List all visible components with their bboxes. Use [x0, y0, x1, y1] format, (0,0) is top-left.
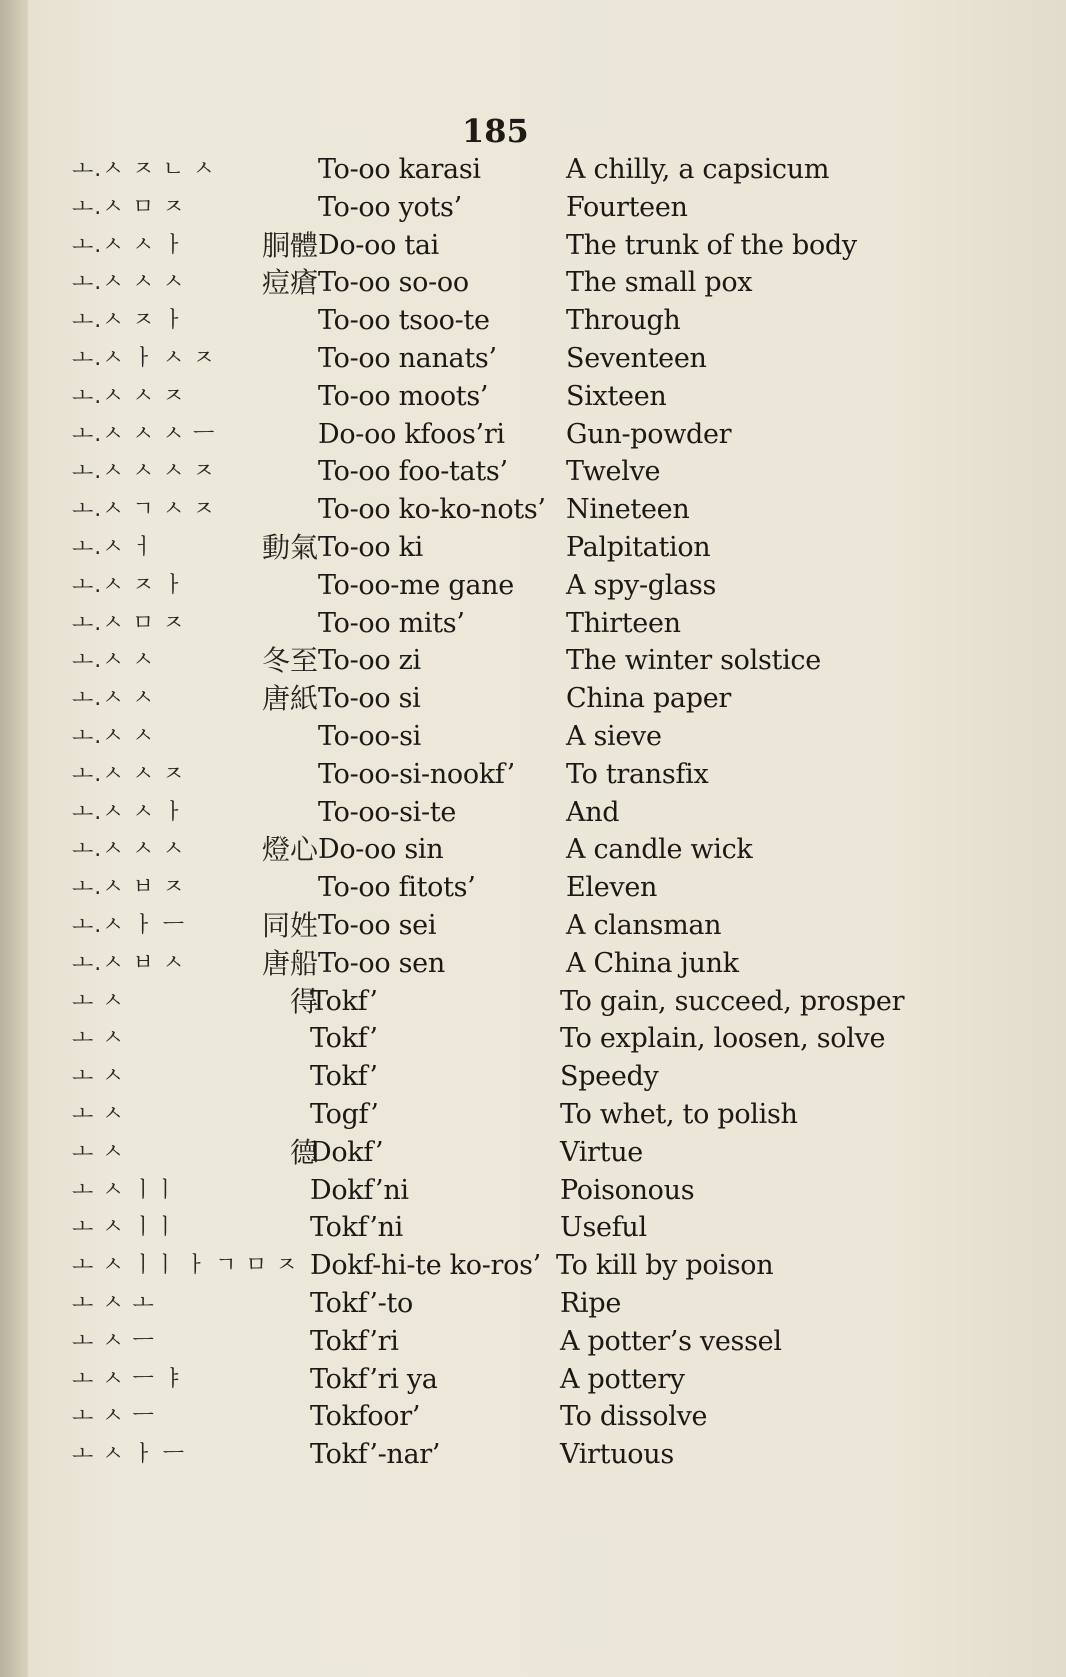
- kana-script: ㅗ ㅅ ㅣㅣ ㅏ ㄱ ㅁ ㅈ: [72, 1253, 298, 1279]
- romanized-term: Tokf’: [310, 985, 378, 1017]
- kanji-characters: 得: [289, 984, 318, 1018]
- romanized-term: To-oo ko-ko-nots’: [318, 494, 546, 526]
- dictionary-entry: [0, 1286, 1066, 1324]
- dictionary-entry: [0, 492, 1066, 530]
- dictionary-entry: [0, 681, 1066, 719]
- kana-script: ㅗ.ㅅ ㅏ ㅡ: [72, 912, 185, 938]
- kana-script: ㅗ.ㅅ ㅅ ㅈ: [72, 761, 185, 787]
- romanized-term: To-oo sen: [318, 947, 445, 979]
- kanji-characters: 痘瘡: [261, 266, 318, 300]
- kana-script: ㅗ ㅅ ㅣㅣ: [72, 1177, 177, 1203]
- english-definition: A spy-glass: [566, 569, 717, 601]
- kana-script: ㅗ.ㅅ ㅏ ㅅ ㅈ: [72, 345, 216, 371]
- english-definition: A candle wick: [566, 834, 753, 866]
- english-definition: Gun-powder: [566, 418, 732, 450]
- kana-script: ㅗ.ㅅ ㅓ: [72, 534, 155, 560]
- english-definition: Palpitation: [566, 531, 711, 563]
- kana-script: ㅗ.ㅅ ㅂ ㅅ: [72, 950, 185, 976]
- dictionary-entry: [0, 1135, 1066, 1173]
- kana-script: ㅗ ㅅ: [72, 1026, 125, 1052]
- page-number: 185: [462, 112, 529, 150]
- romanized-term: Togf’: [310, 1098, 379, 1130]
- english-definition: And: [566, 796, 620, 828]
- romanized-term: To-oo tsoo-te: [318, 305, 490, 337]
- dictionary-entry: [0, 795, 1066, 833]
- english-definition: A China junk: [566, 947, 739, 979]
- kana-script: ㅗ ㅅ: [72, 1064, 125, 1090]
- romanized-term: To-oo ki: [318, 531, 423, 563]
- kana-script: ㅗ.ㅅ ㅅ ㅅ ㅡ: [72, 421, 216, 447]
- dictionary-entry: [0, 152, 1066, 190]
- romanized-term: Tokf’: [310, 1023, 378, 1055]
- english-definition: A pottery: [560, 1363, 685, 1395]
- kana-script: ㅗ.ㅅ ㅈ ㅏ: [72, 572, 185, 598]
- english-definition: Fourteen: [566, 191, 688, 223]
- romanized-term: Tokf’-nar’: [310, 1439, 441, 1471]
- kana-script: ㅗ.ㅅ ㅅ ㅏ: [72, 232, 185, 258]
- kana-script: ㅗ ㅅ ㅗ: [72, 1290, 155, 1316]
- kana-script: ㅗ.ㅅ ㅈ ㄴ ㅅ: [72, 157, 216, 182]
- english-definition: Ripe: [560, 1287, 622, 1319]
- english-definition: Sixteen: [566, 380, 667, 412]
- kanji-characters: 燈心: [261, 833, 318, 867]
- romanized-term: To-oo sei: [318, 909, 437, 941]
- dictionary-entry: [0, 568, 1066, 606]
- dictionary-entry: [0, 1059, 1066, 1097]
- kana-script: ㅗ ㅅ ㅡ: [72, 1328, 155, 1354]
- english-definition: To whet, to polish: [560, 1098, 798, 1130]
- dictionary-entry: [0, 265, 1066, 303]
- kana-script: ㅗ ㅅ: [72, 1139, 125, 1165]
- english-definition: Poisonous: [560, 1174, 695, 1206]
- kana-script: ㅗ.ㅅ ㅅ ㅏ: [72, 799, 185, 825]
- romanized-term: Do-oo sin: [318, 834, 444, 866]
- english-definition: The winter solstice: [566, 645, 821, 677]
- romanized-term: To-oo-si-nookf’: [318, 758, 515, 790]
- dictionary-entry: [0, 303, 1066, 341]
- romanized-term: Tokfoor’: [310, 1401, 421, 1433]
- english-definition: A chilly, a capsicum: [566, 154, 830, 185]
- romanized-term: Do-oo kfoos’ri: [318, 418, 505, 450]
- dictionary-entry: [0, 606, 1066, 644]
- kana-script: ㅗ ㅅ: [72, 1101, 125, 1127]
- romanized-term: Tokf’-to: [310, 1287, 413, 1319]
- romanized-term: To-oo zi: [318, 645, 421, 677]
- kana-script: ㅗ.ㅅ ㅁ ㅈ: [72, 194, 185, 220]
- romanized-term: Dokf’: [310, 1136, 384, 1168]
- english-definition: To explain, loosen, solve: [560, 1023, 886, 1055]
- english-definition: Eleven: [566, 872, 658, 904]
- dictionary-entry: [0, 454, 1066, 492]
- english-definition: China paper: [566, 683, 732, 715]
- kanji-characters: 同姓: [261, 908, 318, 942]
- english-definition: Seventeen: [566, 342, 707, 374]
- english-definition: Virtuous: [560, 1439, 674, 1471]
- romanized-term: To-oo nanats’: [318, 342, 497, 374]
- dictionary-entry: [0, 1362, 1066, 1400]
- kana-script: ㅗ.ㅅ ㅅ ㅅ ㅈ: [72, 459, 216, 485]
- dictionary-entry: [0, 1021, 1066, 1059]
- dictionary-entry: [0, 908, 1066, 946]
- dictionary-entry: [0, 719, 1066, 757]
- romanized-term: Dokf’ni: [310, 1174, 409, 1206]
- romanized-term: Dokf-hi-te ko-ros’: [310, 1250, 541, 1282]
- kanji-characters: 唐紙: [261, 682, 318, 716]
- english-definition: Thirteen: [566, 607, 681, 639]
- dictionary-entries: [0, 152, 1066, 1475]
- kanji-characters: 唐船: [261, 946, 318, 980]
- kana-script: ㅗ.ㅅ ㅅ: [72, 648, 155, 674]
- dictionary-entry: [0, 1248, 1066, 1286]
- dictionary-entry: [0, 417, 1066, 455]
- romanized-term: Do-oo tai: [318, 229, 440, 261]
- romanized-term: To-oo yots’: [318, 191, 462, 223]
- romanized-term: To-oo si: [318, 683, 421, 715]
- kana-script: ㅗ ㅅ ㅣㅣ: [72, 1215, 177, 1241]
- english-definition: Twelve: [566, 456, 661, 488]
- romanized-term: To-oo mits’: [318, 607, 465, 639]
- english-definition: To dissolve: [560, 1401, 708, 1433]
- kana-script: ㅗ ㅅ ㅡ: [72, 1404, 155, 1430]
- english-definition: Nineteen: [566, 494, 690, 526]
- romanized-term: To-oo foo-tats’: [318, 456, 508, 488]
- romanized-term: Tokf’: [310, 1061, 378, 1093]
- dictionary-entry: [0, 190, 1066, 228]
- dictionary-entry: [0, 1437, 1066, 1475]
- english-definition: To gain, succeed, prosper: [560, 985, 905, 1017]
- romanized-term: Tokf’ni: [310, 1212, 404, 1244]
- english-definition: To kill by poison: [556, 1250, 774, 1282]
- kana-script: ㅗ ㅅ ㅡ ㅑ: [72, 1366, 185, 1392]
- english-definition: Virtue: [560, 1136, 643, 1168]
- dictionary-entry: [0, 1097, 1066, 1135]
- kanji-characters: 胴體: [261, 228, 318, 262]
- kana-script: ㅗ.ㅅ ㅈ ㅏ: [72, 308, 185, 334]
- dictionary-entry: [0, 1324, 1066, 1362]
- dictionary-entry: [0, 1210, 1066, 1248]
- romanized-term: Tokf’ri: [310, 1325, 399, 1357]
- dictionary-entry: [0, 643, 1066, 681]
- kanji-characters: 德: [289, 1135, 318, 1169]
- kana-script: ㅗ.ㅅ ㅅ ㅈ: [72, 383, 185, 409]
- romanized-term: To-oo moots’: [318, 380, 489, 412]
- kana-script: ㅗ.ㅅ ㅂ ㅈ: [72, 875, 185, 901]
- english-definition: Through: [566, 305, 681, 337]
- kana-script: ㅗ.ㅅ ㅅ: [72, 723, 155, 749]
- kana-script: ㅗ ㅅ ㅏ ㅡ: [72, 1442, 185, 1468]
- english-definition: A potter’s vessel: [560, 1325, 782, 1357]
- kana-script: ㅗ.ㅅ ㅅ ㅅ: [72, 270, 185, 296]
- english-definition: The trunk of the body: [566, 229, 857, 261]
- dictionary-entry: [0, 946, 1066, 984]
- english-definition: Speedy: [560, 1061, 659, 1093]
- romanized-term: To-oo-si-te: [318, 796, 457, 828]
- kana-script: ㅗ ㅅ: [72, 988, 125, 1014]
- romanized-term: To-oo-si: [318, 720, 422, 752]
- kanji-characters: 動氣: [261, 530, 318, 564]
- kana-script: ㅗ.ㅅ ㅁ ㅈ: [72, 610, 185, 636]
- dictionary-entry: [0, 984, 1066, 1022]
- english-definition: The small pox: [566, 267, 753, 299]
- dictionary-entry: [0, 228, 1066, 266]
- dictionary-entry: [0, 1173, 1066, 1211]
- romanized-term: To-oo fitots’: [318, 872, 476, 904]
- romanized-term: To-oo so-oo: [318, 267, 469, 299]
- dictionary-entry: [0, 379, 1066, 417]
- dictionary-entry: [0, 832, 1066, 870]
- dictionary-entry: [0, 757, 1066, 795]
- kana-script: ㅗ.ㅅ ㅅ ㅅ: [72, 837, 185, 863]
- kana-script: ㅗ.ㅅ ㄱ ㅅ ㅈ: [72, 497, 216, 523]
- dictionary-entry: [0, 870, 1066, 908]
- romanized-term: To-oo-me gane: [318, 569, 514, 601]
- english-definition: A clansman: [566, 909, 722, 941]
- romanized-term: Tokf’ri ya: [310, 1363, 438, 1395]
- english-definition: A sieve: [566, 720, 662, 752]
- dictionary-entry: [0, 530, 1066, 568]
- english-definition: To transfix: [566, 758, 709, 790]
- kana-script: ㅗ.ㅅ ㅅ: [72, 686, 155, 712]
- english-definition: Useful: [560, 1212, 647, 1244]
- dictionary-entry: [0, 341, 1066, 379]
- dictionary-entry: [0, 1399, 1066, 1437]
- romanized-term: To-oo karasi: [318, 154, 481, 185]
- kanji-characters: 冬至: [261, 644, 318, 678]
